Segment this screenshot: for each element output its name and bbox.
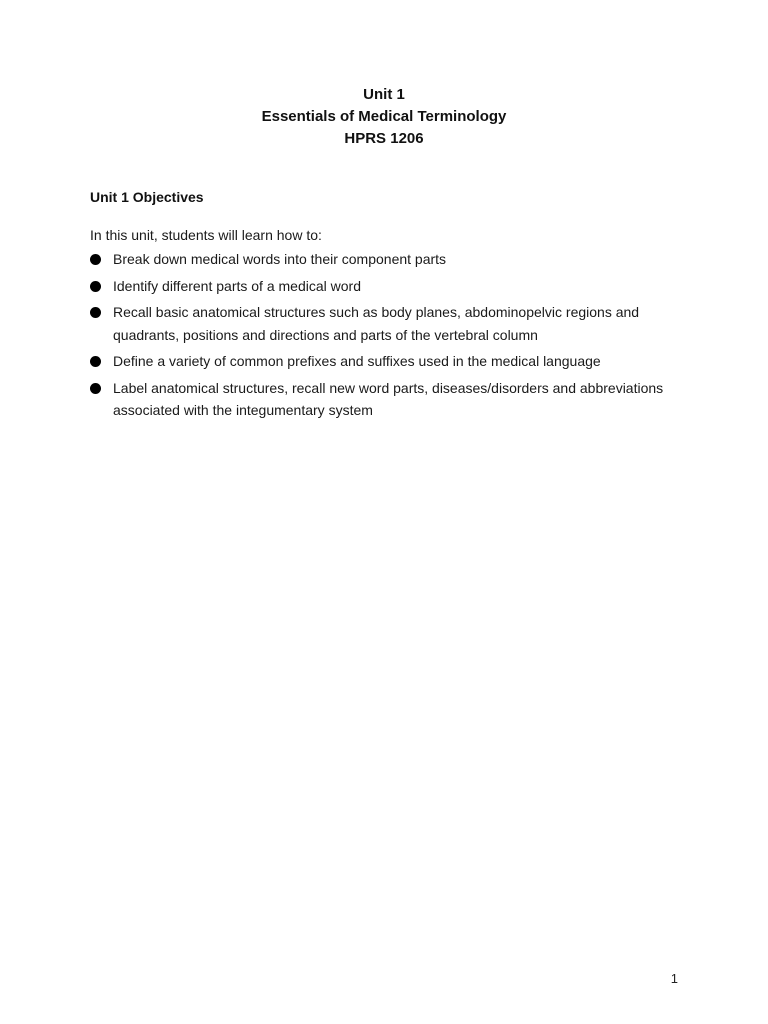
objectives-heading: Unit 1 Objectives (90, 189, 204, 205)
objective-text: Label anatomical structures, recall new word parts, diseases/disorders and abbreviations associated with the integumentary system (113, 379, 664, 418)
bullet-icon (90, 356, 101, 367)
course-title: Essentials of Medical Terminology (261, 108, 507, 125)
list-item (90, 377, 680, 422)
document-title-block (0, 84, 768, 150)
objectives-intro: In this unit, students will learn how to: (90, 227, 322, 243)
list-item (90, 301, 680, 346)
objective-text: Identify different parts of a medical word (113, 277, 361, 294)
objective-text: Define a variety of common prefixes and suffixes used in the medical language (113, 353, 601, 369)
bullet-icon (90, 307, 101, 318)
course-code: HPRS 1206 (344, 130, 424, 147)
bullet-icon (90, 281, 101, 292)
unit-title: Unit 1 (363, 86, 405, 103)
bullet-icon (90, 254, 101, 265)
objective-text: Break down medical words into their component parts (113, 251, 447, 267)
list-item (90, 275, 680, 298)
bullet-icon (90, 383, 101, 394)
page-number: 1 (670, 971, 678, 986)
objective-text: Recall basic anatomical structures such as body planes, abdominopelvic regions and quadrants, positions and directions and parts of the vertebral column (113, 304, 640, 343)
list-item (90, 248, 680, 271)
list-item (90, 350, 680, 373)
objectives-list (90, 248, 680, 426)
